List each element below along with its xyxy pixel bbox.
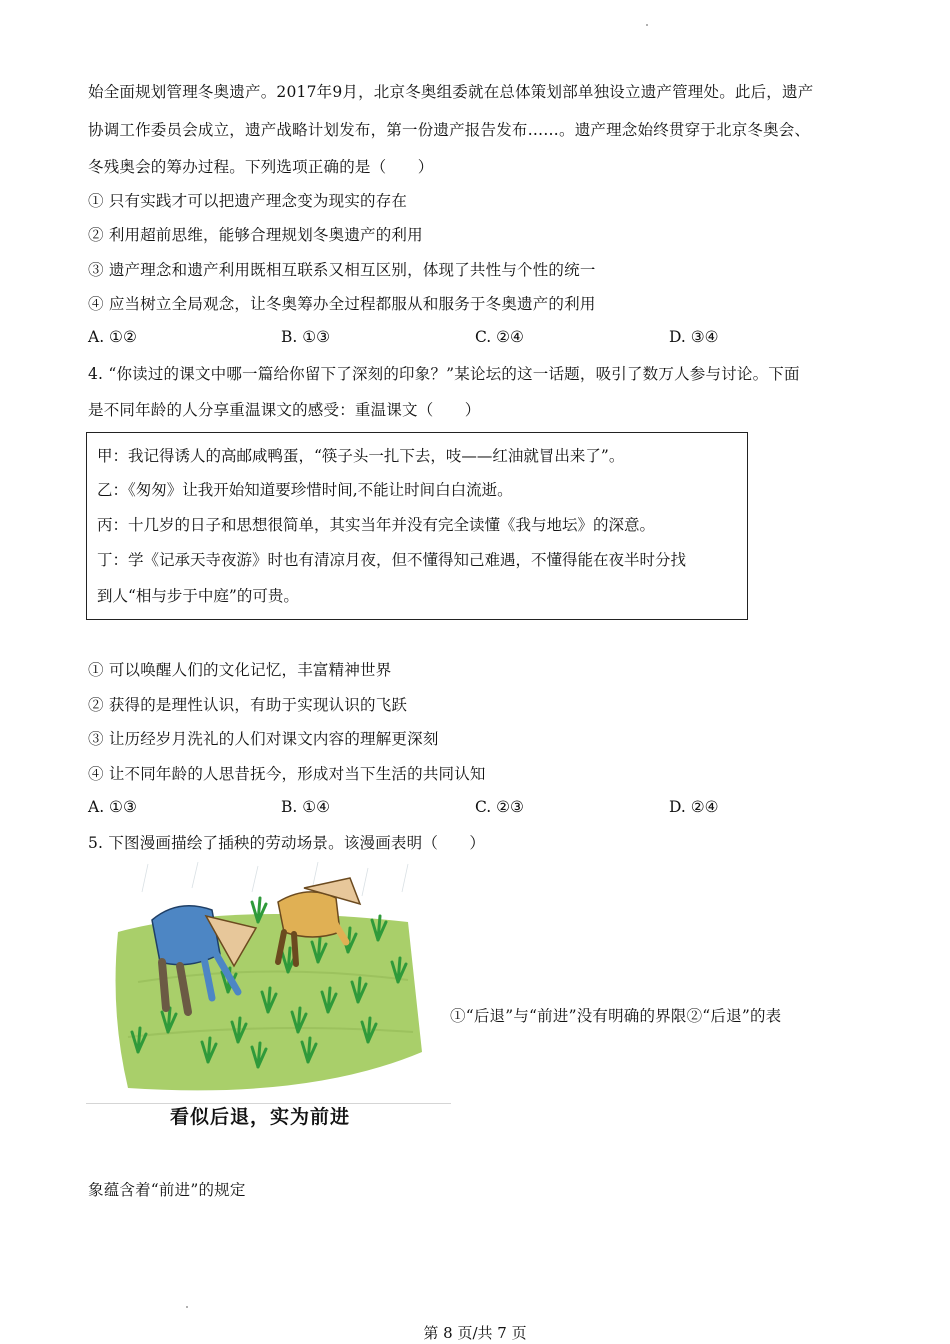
cartoon-caption: 看似后退，实为前进 (170, 1106, 351, 1128)
q3-line-1: 始全面规划管理冬奥遗产。2017年9月，北京冬奥组委就在总体策划部单独设立遗产管理处。此后，遗产 (88, 83, 814, 101)
rice-planting-cartoon (108, 862, 430, 1098)
q4-options (88, 798, 848, 818)
q3-option-c[interactable]: C. ②④ (475, 328, 524, 346)
q4-option-d[interactable]: D. ②④ (669, 798, 719, 816)
q3-line-2: 协调工作委员会成立，遗产战略计划发布，第一份遗产报告发布……。遗产理念始终贯穿于北京冬奥会、 (88, 121, 811, 139)
q5-statements-line: ①“后退”与“前进”没有明确的界限②“后退”的表 (450, 1007, 782, 1025)
q3-statement-2: ② 利用超前思维，能够合理规划冬奥遗产的利用 (88, 226, 423, 244)
q4-quote-ding-cont: 到人“相与步于中庭”的可贵。 (97, 587, 299, 605)
q4-quote-box (86, 432, 748, 620)
scan-dot (646, 24, 648, 26)
q4-statement-3: ③ 让历经岁月洗礼的人们对课文内容的理解更深刻 (88, 730, 439, 748)
q4-statement-4: ④ 让不同年龄的人思昔抚今，形成对当下生活的共同认知 (88, 765, 486, 783)
q3-option-b[interactable]: B. ①③ (281, 328, 331, 346)
q4-statement-1: ① 可以唤醒人们的文化记忆，丰富精神世界 (88, 661, 392, 679)
page-footer: 第 8 页/共 7 页 (423, 1324, 527, 1342)
q3-statement-4: ④ 应当树立全局观念，让冬奥筹办全过程都服从和服务于冬奥遗产的利用 (88, 295, 596, 313)
q3-statement-1: ① 只有实践才可以把遗产理念变为现实的存在 (88, 192, 408, 210)
q4-line-1: 4. “你读过的课文中哪一篇给你留下了深刻的印象？”某论坛的这一话题，吸引了数万人参与讨论。下面 (88, 365, 800, 383)
q4-option-a[interactable]: A. ①③ (88, 798, 137, 816)
q3-statement-3: ③ 遗产理念和遗产利用既相互联系又相互区别，体现了共性与个性的统一 (88, 261, 596, 279)
q5-stem: 5. 下图漫画描绘了插秧的劳动场景。该漫画表明（ ） (88, 834, 486, 852)
q5-statements-cont: 象蕴含着“前进”的规定 (88, 1181, 246, 1199)
scan-dot (186, 1306, 188, 1308)
q4-quote-bing: 丙：十几岁的日子和思想很简单，其实当年并没有完全读懂《我与地坛》的深意。 (97, 516, 656, 534)
q4-quote-ding: 丁：学《记承天寺夜游》时也有清凉月夜，但不懂得知己难遇，不懂得能在夜半时分找 (97, 551, 687, 569)
q3-option-a[interactable]: A. ①② (88, 328, 137, 346)
q4-option-b[interactable]: B. ①④ (281, 798, 331, 816)
q4-quote-yi: 乙：《匆匆》让我开始知道要珍惜时间,不能让时间白白流逝。 (97, 481, 513, 499)
q4-line-2: 是不同年龄的人分享重温课文的感受：重温课文（ ） (88, 401, 481, 419)
q4-option-c[interactable]: C. ②③ (475, 798, 524, 816)
q3-option-d[interactable]: D. ③④ (669, 328, 719, 346)
q3-line-3: 冬残奥会的筹办过程。下列选项正确的是（ ） (88, 158, 434, 176)
q4-quote-jia: 甲：我记得诱人的高邮咸鸭蛋，“筷子头一扎下去，吱——红油就冒出来了”。 (97, 447, 625, 465)
q4-statement-2: ② 获得的是理性认识，有助于实现认识的飞跃 (88, 696, 408, 714)
q3-options (88, 328, 848, 348)
